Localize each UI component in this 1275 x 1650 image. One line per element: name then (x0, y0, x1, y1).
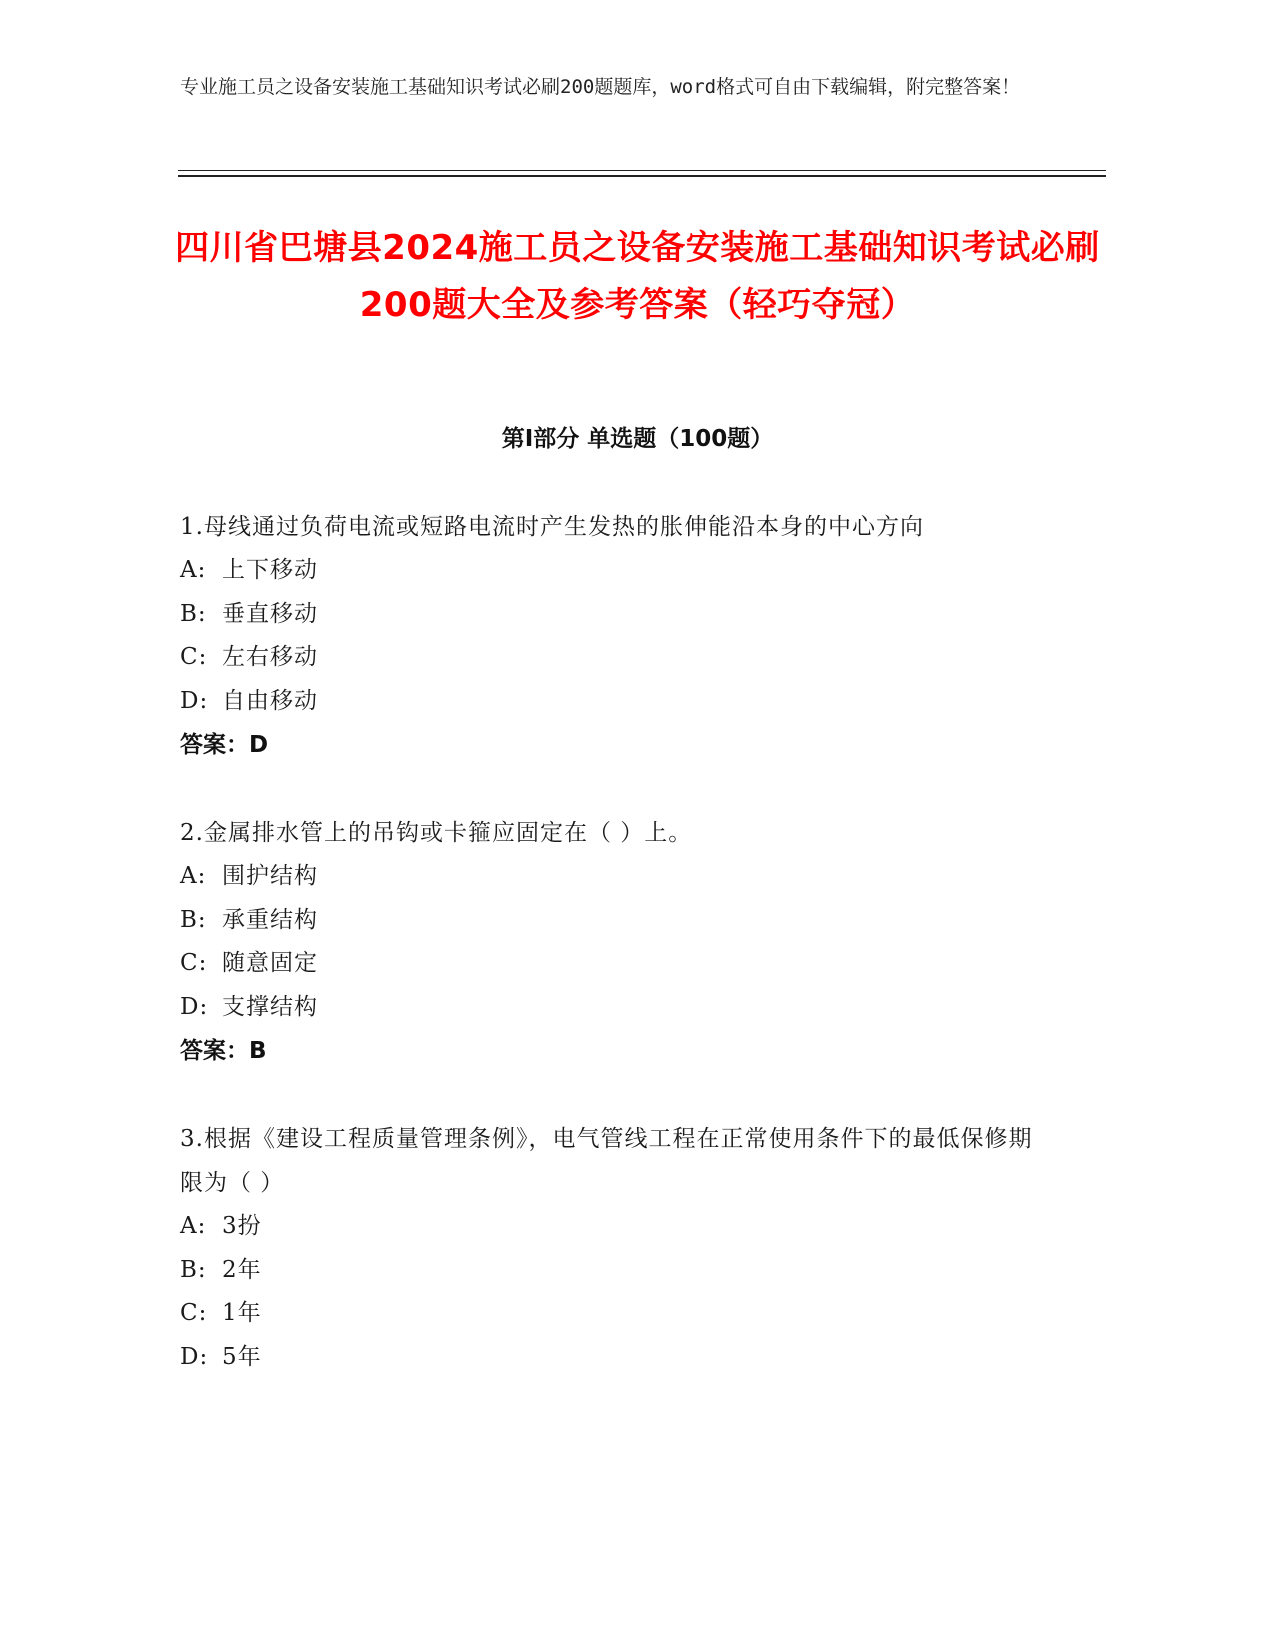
option-text: 围护结构 (222, 863, 318, 889)
option-d (180, 986, 1040, 1030)
option-b (180, 1249, 1040, 1293)
option-c (180, 942, 1040, 986)
option-b (180, 899, 1040, 943)
option-letter: D: (180, 687, 209, 714)
question-stem: 3.根据《建设工程质量管理条例》，电气管线工程在正常使用条件下的最低保修期限为（ ） (180, 1126, 1033, 1196)
option-text: 1年 (222, 1300, 262, 1326)
answer-line: 答案：B (180, 1038, 267, 1064)
option-d (180, 680, 1040, 724)
question-1 (180, 505, 1040, 767)
option-letter: C: (180, 644, 208, 670)
option-text: 2年 (222, 1256, 262, 1283)
document-title: 四川省巴塘县2024施工员之设备安装施工基础知识考试必刷200题大全及参考答案（轻巧夺冠） (175, 228, 1100, 325)
option-a (180, 1205, 1040, 1249)
header-text: 专业施工员之设备安装施工基础知识考试必刷200题题库，word格式可自由下载编辑，附完整答案！ (180, 76, 1021, 98)
question-2 (180, 811, 1040, 1073)
option-text: 左右移动 (222, 644, 318, 670)
option-letter: D: (180, 1343, 209, 1370)
question-stem: 2.金属排水管上的吊钩或卡箍应固定在（ ）上。 (180, 820, 693, 846)
page-header (180, 72, 1040, 103)
option-letter: C: (180, 1300, 208, 1326)
answer-line: 答案：D (180, 732, 269, 758)
option-text: 承重结构 (222, 906, 318, 933)
option-letter: B: (180, 1256, 207, 1283)
option-text: 自由移动 (222, 687, 318, 714)
option-a (180, 855, 1040, 899)
option-text: 支撑结构 (222, 993, 318, 1020)
option-letter: B: (180, 906, 207, 933)
option-c (180, 1292, 1040, 1336)
option-letter: A: (180, 557, 207, 583)
option-letter: A: (180, 863, 207, 889)
option-text: 上下移动 (222, 557, 318, 583)
header-divider-thick (178, 175, 1106, 177)
option-text: 5年 (222, 1343, 262, 1370)
option-text: 垂直移动 (222, 600, 318, 627)
option-letter: D: (180, 993, 209, 1020)
header-divider-thin (178, 170, 1106, 171)
option-letter: C: (180, 950, 208, 976)
option-d (180, 1336, 1040, 1380)
option-c (180, 636, 1040, 680)
option-letter: B: (180, 600, 207, 627)
option-b (180, 593, 1040, 637)
option-text: 3扮 (222, 1213, 262, 1239)
question-3 (180, 1117, 1040, 1379)
option-letter: A: (180, 1213, 207, 1239)
question-stem: 1.母线通过负荷电流或短路电流时产生发热的胀伸能沿本身的中心方向 (180, 514, 924, 540)
section-heading: 第Ⅰ部分 单选题（100题） (501, 426, 774, 452)
option-a (180, 549, 1040, 593)
option-text: 随意固定 (222, 950, 318, 976)
question-list (180, 505, 1040, 1423)
